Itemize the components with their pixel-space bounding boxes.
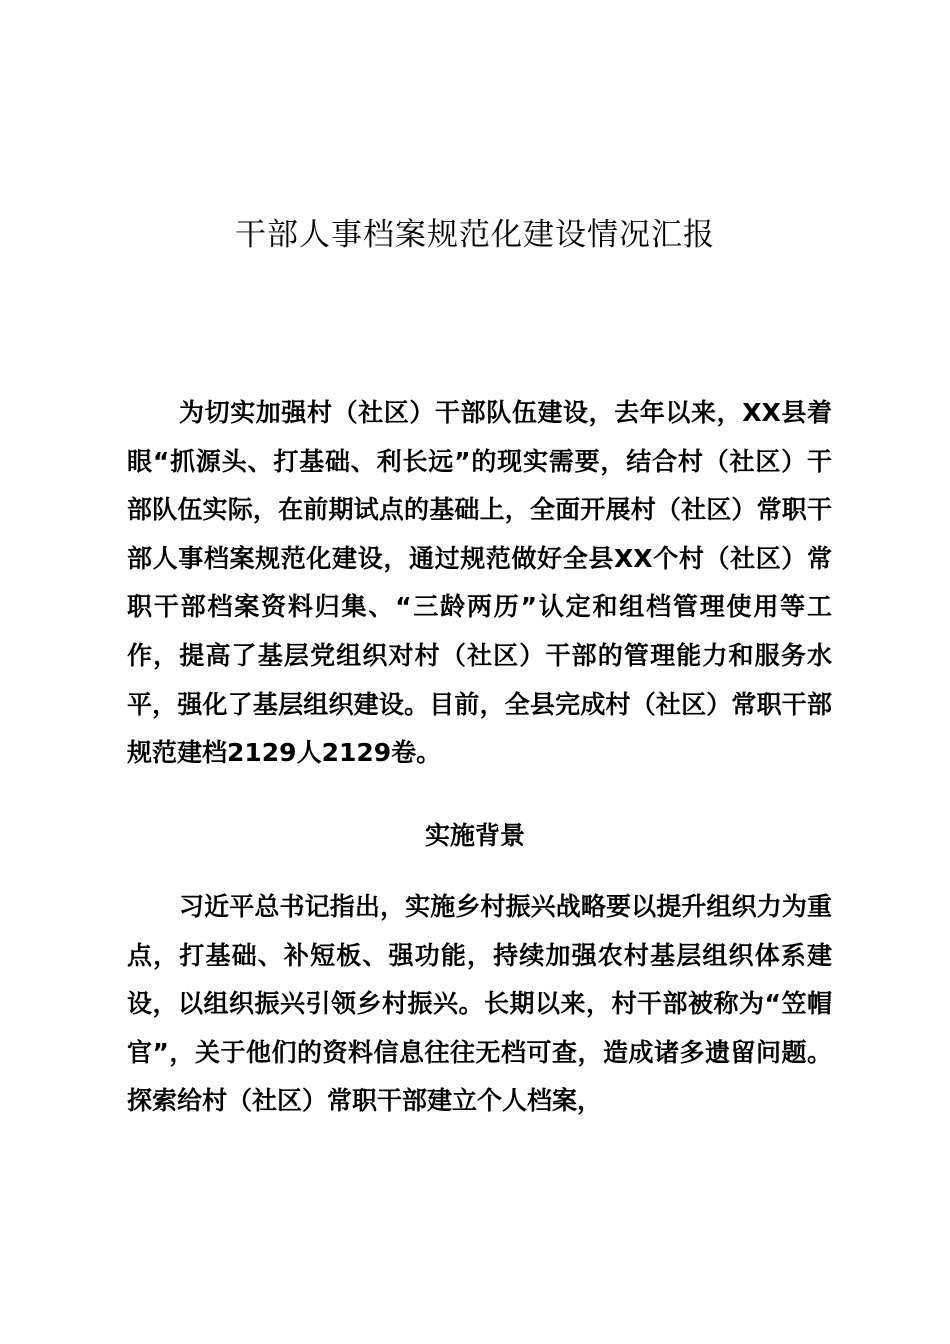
- document-title: 干部人事档案规范化建设情况汇报: [235, 217, 715, 253]
- section-heading: 实施背景: [424, 821, 525, 850]
- intro-paragraph: 为切实加强村（社区）干部队伍建设，去年以来，XX县着眼“抓源头、打基础、利长远”的现实需要，结合村（社区）干部队伍实际，在前期试点的基础上，全面开展村（社区）常职干部人事档案规范化建设，通过规范做好全县XX个村（社区）常职干部档案资料归集、“三龄两历”认定和组档管理使用等工作，提高了基层党组织对村（社区）干部的管理能力和服务水平，强化了基层组织建设。目前，全县完成村（社区）常职干部规范建档2129人2129卷。: [127, 398, 832, 768]
- background-paragraph: 习近平总书记指出，实施乡村振兴战略要以提升组织力为重点，打基础、补短板、强功能，持续加强农村基层组织体系建设，以组织振兴引领乡村振兴。长期以来，村干部被称为“笠帽官”，关于他们的资料信息往往无档可查，造成诸多遗留问题。探索给村（社区）常职干部建立个人档案，: [127, 892, 832, 1116]
